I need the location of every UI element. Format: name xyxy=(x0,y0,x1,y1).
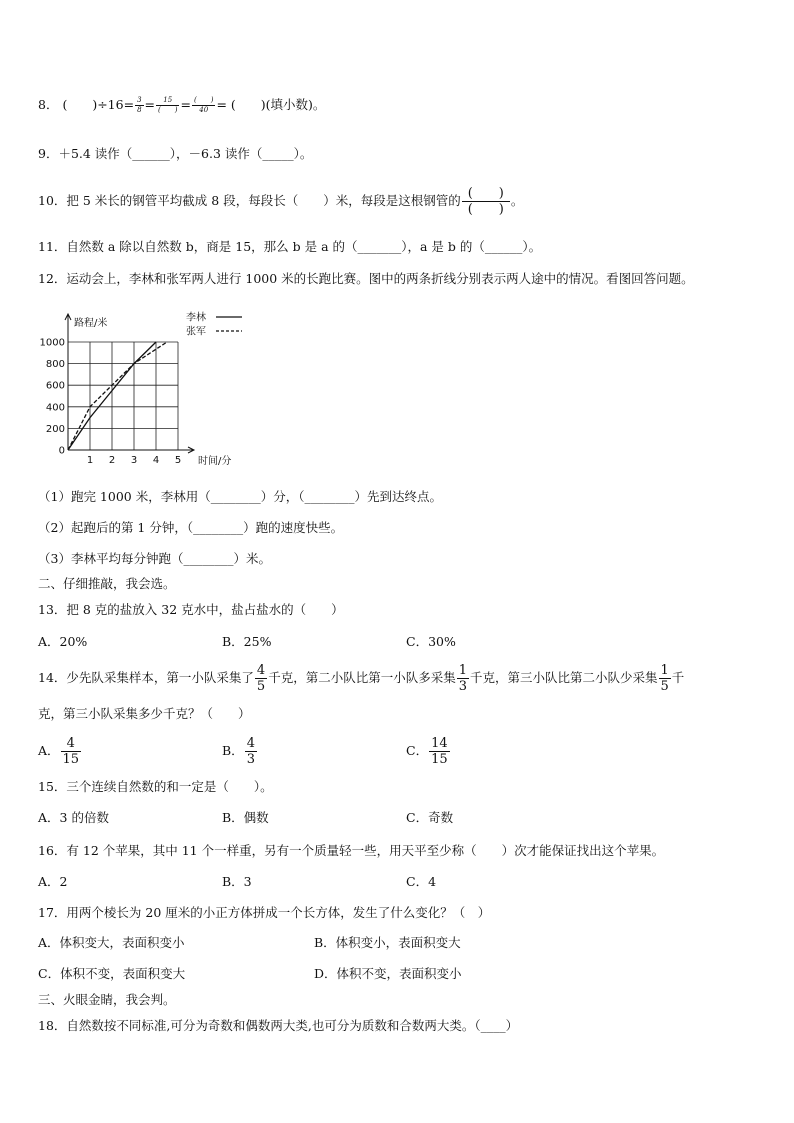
line-chart xyxy=(36,306,256,476)
option-b[interactable]: B．25% xyxy=(222,634,272,649)
fraction: $\frac{1}{3}$ xyxy=(458,663,467,694)
option-a[interactable]: A．体积变大，表面积变小 xyxy=(38,935,185,950)
fraction: $\frac{4}{5}$ xyxy=(256,663,266,694)
question-14: 14．少先队采集样本，第一小队采集了 $\frac{4}{5}$ 千克，第二小队比第一小队多采集 $\frac{1}{3}$ 千克，第三小队比第二小队少采集 $\frac{1}{5}$ 千 xyxy=(38,663,685,694)
question-12-2: （2）起跑后的第 1 分钟，（________）跑的速度快些。 xyxy=(38,520,344,535)
option-b[interactable]: B．体积变小，表面积变大 xyxy=(314,935,461,950)
fraction: $\frac{15}{( )}$ xyxy=(158,96,178,114)
x-tick-label: 5 xyxy=(174,455,182,466)
x-axis-label: 时间/分 xyxy=(198,456,232,467)
fraction: $\frac{4}{3}$ xyxy=(246,736,255,767)
y-tick-label: 400 xyxy=(45,402,65,414)
question-13: 13．把 8 克的盐放入 32 克水中，盐占盐水的（ ） xyxy=(38,602,344,617)
question-10: 10．把 5 米长的钢管平均截成 8 段，每段长（ ）米，每段是这根钢管的 $\frac{( )}{( )}$ 。 xyxy=(38,186,524,217)
option-c[interactable]: C．30% xyxy=(406,634,456,649)
option-b[interactable]: B．偶数 xyxy=(222,810,269,825)
question-14-line2: 克，第三小队采集多少千克？（ ） xyxy=(38,706,251,721)
answer-blank[interactable]: ( ) xyxy=(230,97,266,112)
option-c[interactable]: C．奇数 xyxy=(406,810,454,825)
fraction: $\frac{14}{15}$ xyxy=(431,736,448,767)
question-12-1: （1）跑完 1000 米，李林用（________）分，（________）先到达终点。 xyxy=(38,489,442,504)
question-9: 9．＋5.4 读作（______），－6.3 读作（_____）。 xyxy=(38,146,313,161)
legend-label: 张军 xyxy=(186,326,206,338)
fraction: $\frac{1}{5}$ xyxy=(660,663,669,694)
y-axis-label: 路程/米 xyxy=(74,318,108,329)
question-17: 17．用两个棱长为 20 厘米的小正方体拼成一个长方体，发生了什么变化？（ ） xyxy=(38,905,491,920)
option-c[interactable]: C．体积不变，表面积变大 xyxy=(38,966,186,981)
section-heading: 三、火眼金睛，我会判。 xyxy=(38,992,176,1007)
fraction: $\frac{3}{8}$ xyxy=(137,96,142,114)
question-18: 18．自然数按不同标准,可分为奇数和偶数两大类,也可分为质数和合数两大类。（____） xyxy=(38,1018,519,1033)
fraction: $\frac{( )}{40}$ xyxy=(193,96,214,114)
series-line-zhangjun xyxy=(68,342,167,450)
fraction: $\frac{4}{15}$ xyxy=(62,736,80,767)
option-c[interactable]: C．4 xyxy=(406,874,437,889)
option-c[interactable]: C． $\frac{14}{15}$ xyxy=(406,736,448,767)
y-tick-label: 0 xyxy=(58,445,65,457)
question-12-3: （3）李林平均每分钟跑（________）米。 xyxy=(38,551,271,566)
x-tick-label: 2 xyxy=(108,455,116,466)
option-d[interactable]: D．体积不变，表面积变小 xyxy=(314,966,462,981)
y-tick-label: 200 xyxy=(45,423,65,435)
option-a[interactable]: A． $\frac{4}{15}$ xyxy=(38,736,80,767)
x-tick-label: 1 xyxy=(86,455,94,466)
legend-label: 李林 xyxy=(186,312,206,324)
option-a[interactable]: A．20% xyxy=(38,634,88,649)
section-heading: 二、仔细推敲，我会选。 xyxy=(38,576,176,591)
question-12: 12．运动会上，李林和张军两人进行 1000 米的长跑比赛。图中的两条折线分别表示两人途中的情况。看图回答问题。 xyxy=(38,271,694,286)
question-11: 11．自然数 a 除以自然数 b，商是 15，那么 b 是 a 的（_______），a 是 b 的（______）。 xyxy=(38,239,542,254)
answer-blank[interactable]: ( ) xyxy=(62,97,98,112)
question-8: 8． ( )÷16= $\frac{3}{8}$ = $\frac{15}{( )}$ = $\frac{( )}{40}$ = ( )(填小数)。 xyxy=(38,96,326,114)
question-15: 15．三个连续自然数的和一定是（ ）。 xyxy=(38,779,273,794)
option-a[interactable]: A．2 xyxy=(38,874,68,889)
option-b[interactable]: B． $\frac{4}{3}$ xyxy=(222,736,255,767)
option-b[interactable]: B．3 xyxy=(222,874,252,889)
question-16: 16．有 12 个苹果，其中 11 个一样重，另有一个质量轻一些，用天平至少称（ ）次才能保证找出这个苹果。 xyxy=(38,843,665,858)
y-tick-label: 800 xyxy=(45,359,65,371)
option-a[interactable]: A．3 的倍数 xyxy=(38,810,109,825)
x-tick-label: 4 xyxy=(152,455,160,466)
y-tick-label: 1000 xyxy=(39,337,65,349)
y-tick-label: 600 xyxy=(45,380,65,392)
x-tick-label: 3 xyxy=(130,455,138,466)
fraction-blank[interactable]: $\frac{( )}{( )}$ xyxy=(462,186,510,217)
